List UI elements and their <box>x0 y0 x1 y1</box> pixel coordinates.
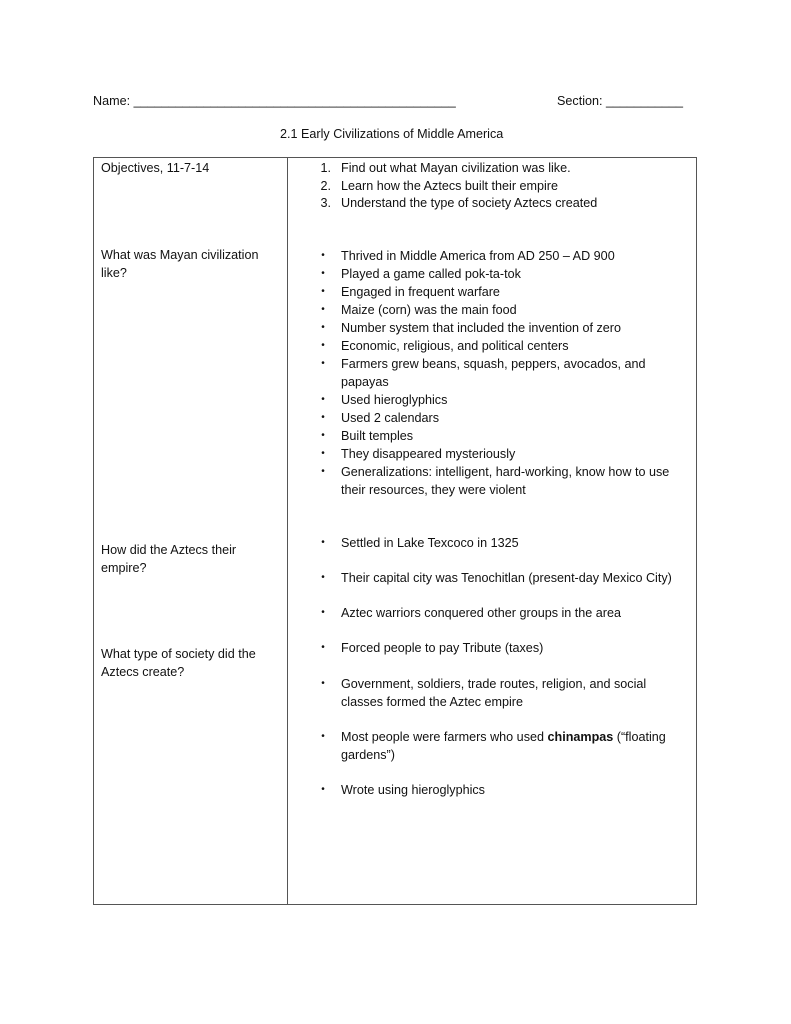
aztec-note: Wrote using hieroglyphics <box>341 783 485 797</box>
question-mayan: What was Mayan civilization like? <box>101 248 259 280</box>
mayan-note: Economic, religious, and political centers <box>341 339 569 353</box>
mayan-note: Number system that included the invention of zero <box>341 321 622 335</box>
objective-item: Understand the type of society Aztecs created <box>341 196 598 210</box>
bullet-icon: • <box>321 607 325 618</box>
question-aztec-society: What type of society did the Aztecs create? <box>101 647 256 679</box>
objective-item: Find out what Mayan civilization was like. <box>341 161 571 175</box>
question-aztec-empire: How did the Aztecs their empire? <box>101 543 237 575</box>
mayan-note: Built temples <box>341 429 414 443</box>
objective-item: Learn how the Aztecs built their empire <box>341 179 559 193</box>
chinampas-text-before: Most people were farmers who used <box>341 730 548 744</box>
bullet-icon: • <box>321 250 325 261</box>
mayan-note: Maize (corn) was the main food <box>341 303 517 317</box>
aztec-note: Settled in Lake Texcoco in 1325 <box>341 536 519 550</box>
mayan-note: Farmers grew beans, squash, peppers, avocados, and papayas <box>341 357 646 389</box>
bullet-icon: • <box>321 642 325 653</box>
bullet-icon: • <box>321 572 325 583</box>
bullet-icon: • <box>321 784 325 795</box>
aztec-note: Forced people to pay Tribute (taxes) <box>341 641 544 655</box>
objective-number: 2. <box>320 179 331 193</box>
bullet-icon: • <box>321 678 325 689</box>
bullet-icon: • <box>321 304 325 315</box>
section-field[interactable]: Section: ___________ <box>557 94 684 108</box>
chinampas-term: chinampas <box>547 730 614 744</box>
column-divider <box>287 158 288 904</box>
mayan-note: Engaged in frequent warfare <box>341 285 500 299</box>
mayan-note: Played a game called pok-ta-tok <box>341 267 521 281</box>
bullet-icon: • <box>321 286 325 297</box>
mayan-note: Used hieroglyphics <box>341 393 448 407</box>
notes-table <box>93 157 697 905</box>
mayan-note: Generalizations: intelligent, hard-working, know how to use their resources, they were violent <box>341 465 670 497</box>
bullet-icon: • <box>321 731 325 742</box>
objective-number: 3. <box>320 196 331 210</box>
aztec-note: Aztec warriors conquered other groups in the area <box>341 606 622 620</box>
bullet-icon: • <box>321 268 325 279</box>
aztec-note-chinampas <box>341 728 691 764</box>
bullet-icon: • <box>321 412 325 423</box>
chinampas-text-after: (“floating gardens”) <box>341 730 666 762</box>
objective-number: 1. <box>320 161 331 175</box>
bullet-icon: • <box>321 466 325 477</box>
aztec-note: Government, soldiers, trade routes, religion, and social classes formed the Aztec empire <box>341 677 647 709</box>
bullet-icon: • <box>321 430 325 441</box>
mayan-note: Thrived in Middle America from AD 250 – AD 900 <box>341 249 615 263</box>
mayan-note: They disappeared mysteriously <box>341 447 516 461</box>
bullet-icon: • <box>321 448 325 459</box>
name-field[interactable]: Name: ______________________________________________ <box>93 94 456 108</box>
bullet-icon: • <box>321 537 325 548</box>
aztec-note: Their capital city was Tenochitlan (present-day Mexico City) <box>341 571 672 585</box>
page-title: 2.1 Early Civilizations of Middle America <box>280 127 504 141</box>
mayan-note: Used 2 calendars <box>341 411 440 425</box>
objectives-label: Objectives, 11-7-14 <box>101 161 210 175</box>
bullet-icon: • <box>321 340 325 351</box>
bullet-icon: • <box>321 358 325 369</box>
bullet-icon: • <box>321 322 325 333</box>
bullet-icon: • <box>321 394 325 405</box>
